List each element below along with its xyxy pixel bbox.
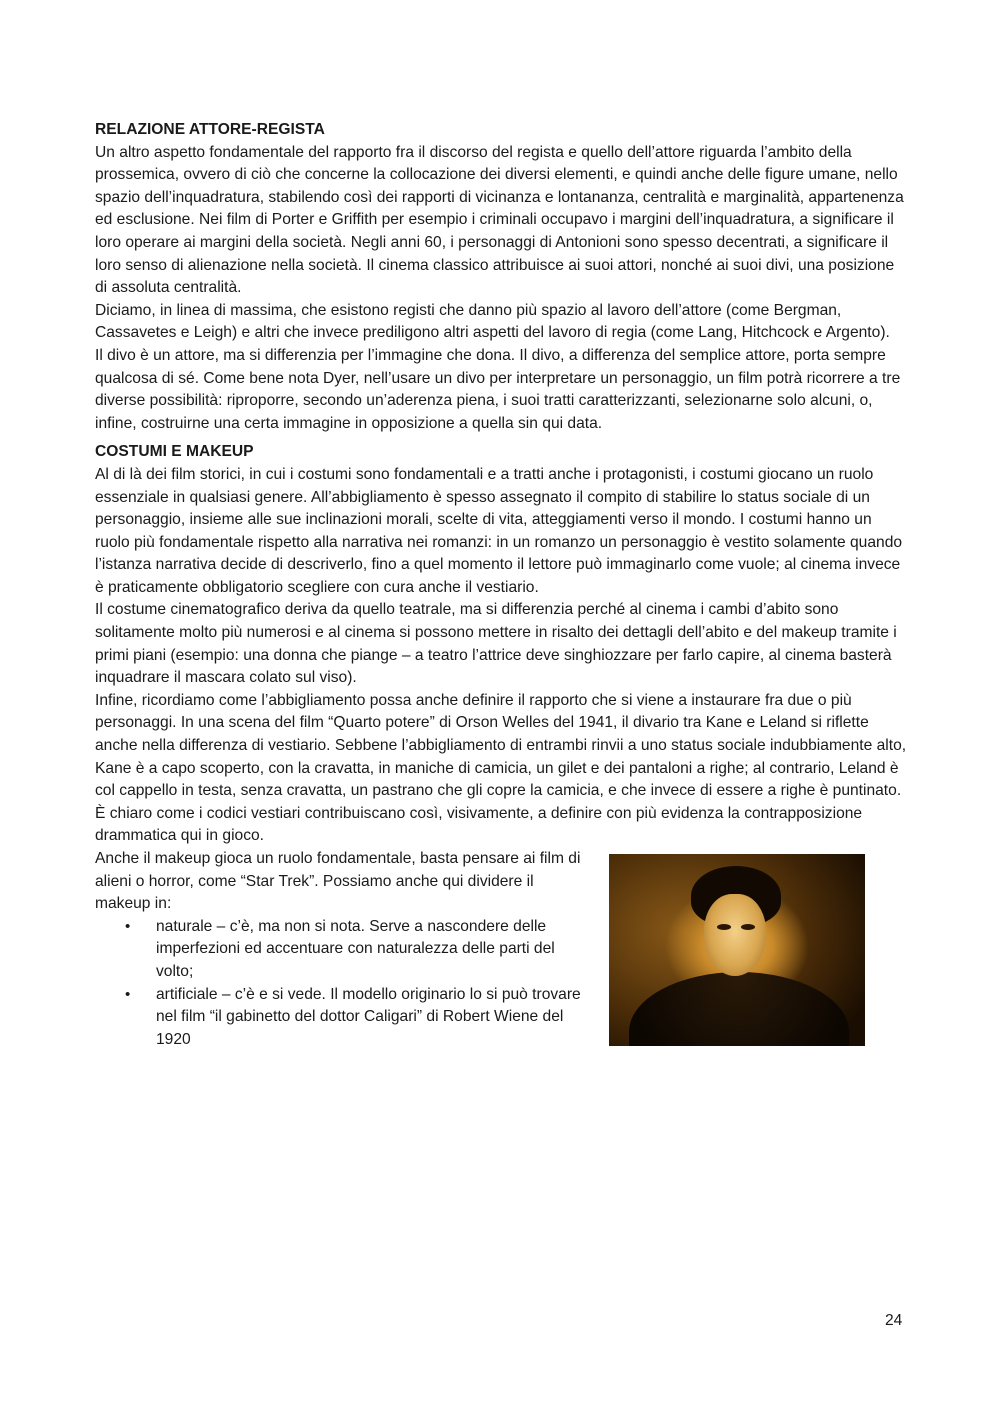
paragraph: Diciamo, in linea di massima, che esistono registi che danno più spazio al lavoro dell’attore (come Bergman, Cassavetes e Leigh) e altri che invece prediligono altri aspetti del lavoro di regia (come Lang, Hitchcock e Argento). [95,301,890,342]
section-heading-costumi: COSTUMI E MAKEUP [95,443,254,461]
list-item [125,916,910,984]
page-number: 24 [885,1312,903,1329]
section-heading-relazione: RELAZIONE ATTORE-REGISTA [95,121,325,138]
paragraph: Al di là dei film storici, in cui i costumi sono fondamentali e a tratti anche i protagonisti, i costumi giocano un ruolo essenziale in qualsiasi genere. All’abbigliamento è spesso assegnato il compito di stabilire lo status sociale di un personaggio, insieme alle sue inclinazioni morali, scelte di vita, atteggiamenti verso il mondo. I costumi hanno un ruolo più fondamentale rispetto alla narrativa nei romanzi: in un romanzo un personaggio è vestito solamente quando l’istanza narrativa decide di descriverlo, fino a quel momento il lettore può immaginarlo come vuole; al cinema invece è praticamente obbligatorio scegliere con cura anche il vestiario. [95,465,903,596]
paragraph: Infine, ricordiamo come l’abbigliamento possa anche definire il rapporto che si viene a instaurare fra due o più personaggi. In una scena del film “Quarto potere” di Orson Welles del 1941, il divario tra Kane e Leland si riflette anche nella differenza di vestiario. Sebbene l’abbigliamento di entrambi rinvii a uno status sociale indubbiamente alto, Kane è a capo scoperto, con la cravatta, in maniche di camicia, un gilet e dei pantaloni a righe; al contrario, Leland è col cappello in testa, senza cravatta, un pastrano che gli copre la camicia, e che invece di essere a righe è puntinato. È chiaro come i codici vestiari contribuiscano così, visivamente, a definire con più evidenza la contrapposizione drammatica qui in gioco. [95,691,907,845]
makeup-intro-paragraph: Anche il makeup gioca un ruolo fondamentale, basta pensare ai film di alieni o horror, come “Star Trek”. Possiamo anche qui dividere il makeup in: [95,850,581,913]
paragraph: Il costume cinematografico deriva da quello teatrale, ma si differenzia perché al cinema i cambi d’abito sono solitamente molto più numerosi e al cinema si possono mettere in risalto dei dettagli dell’abito e del makeup tramite i primi piani (esempio: una donna che piange – a teatro l’attrice deve singhiozzare per farlo capire, al cinema basterà inquadrare il mascara colato sul viso). [95,601,897,687]
makeup-types-list [95,916,910,1052]
bullet-icon: • [125,917,131,935]
list-item-text: artificiale – c’è e si vede. Il modello originario lo si può trovare nel film “il gabinetto del dottor Caligari” di Robert Wiene del 1920 [156,985,581,1048]
list-item-text: naturale – c’è, ma non si nota. Serve a nascondere delle imperfezioni ed accentuare con naturalezza delle parti del volto; [156,917,555,980]
paragraph: Un altro aspetto fondamentale del rapporto fra il discorso del regista e quello dell’attore riguarda l’ambito della prossemica, ovvero di ciò che concerne la collocazione dei diversi elementi, e quindi anche delle figure umane, nello spazio dell’inquadratura, stabilendo così dei rapporti di vicinanza e lontananza, centralità e marginalità, appartenenza ed esclusione. Nei film di Porter e Griffith per esempio i criminali occupavo i margini dell’inquadratura, a significare il loro operare ai margini della società. Negli anni 60, i personaggi di Antonioni sono spesso decentrati, a significare il loro senso di alienazione nella società. Il cinema classico attribuisce ai suoi attori, nonché ai suoi divi, una posizione di assoluta centralità. [95,143,904,297]
bullet-icon: • [125,985,131,1003]
page-content [95,119,910,1051]
list-item [125,984,910,1052]
paragraph: Il divo è un attore, ma si differenzia per l’immagine che dona. Il divo, a differenza del semplice attore, porta sempre qualcosa di sé. Come bene nota Dyer, nell’usare un divo per interpretare un personaggio, un film potrà ricorrere a tre diverse possibilità: riproporre, secondo un’aderenza piena, i suoi tratti caratterizzanti, selezionarne solo alcuni, o, infine, costruirne una certa immagine in opposizione a quella sin qui data. [95,346,901,432]
